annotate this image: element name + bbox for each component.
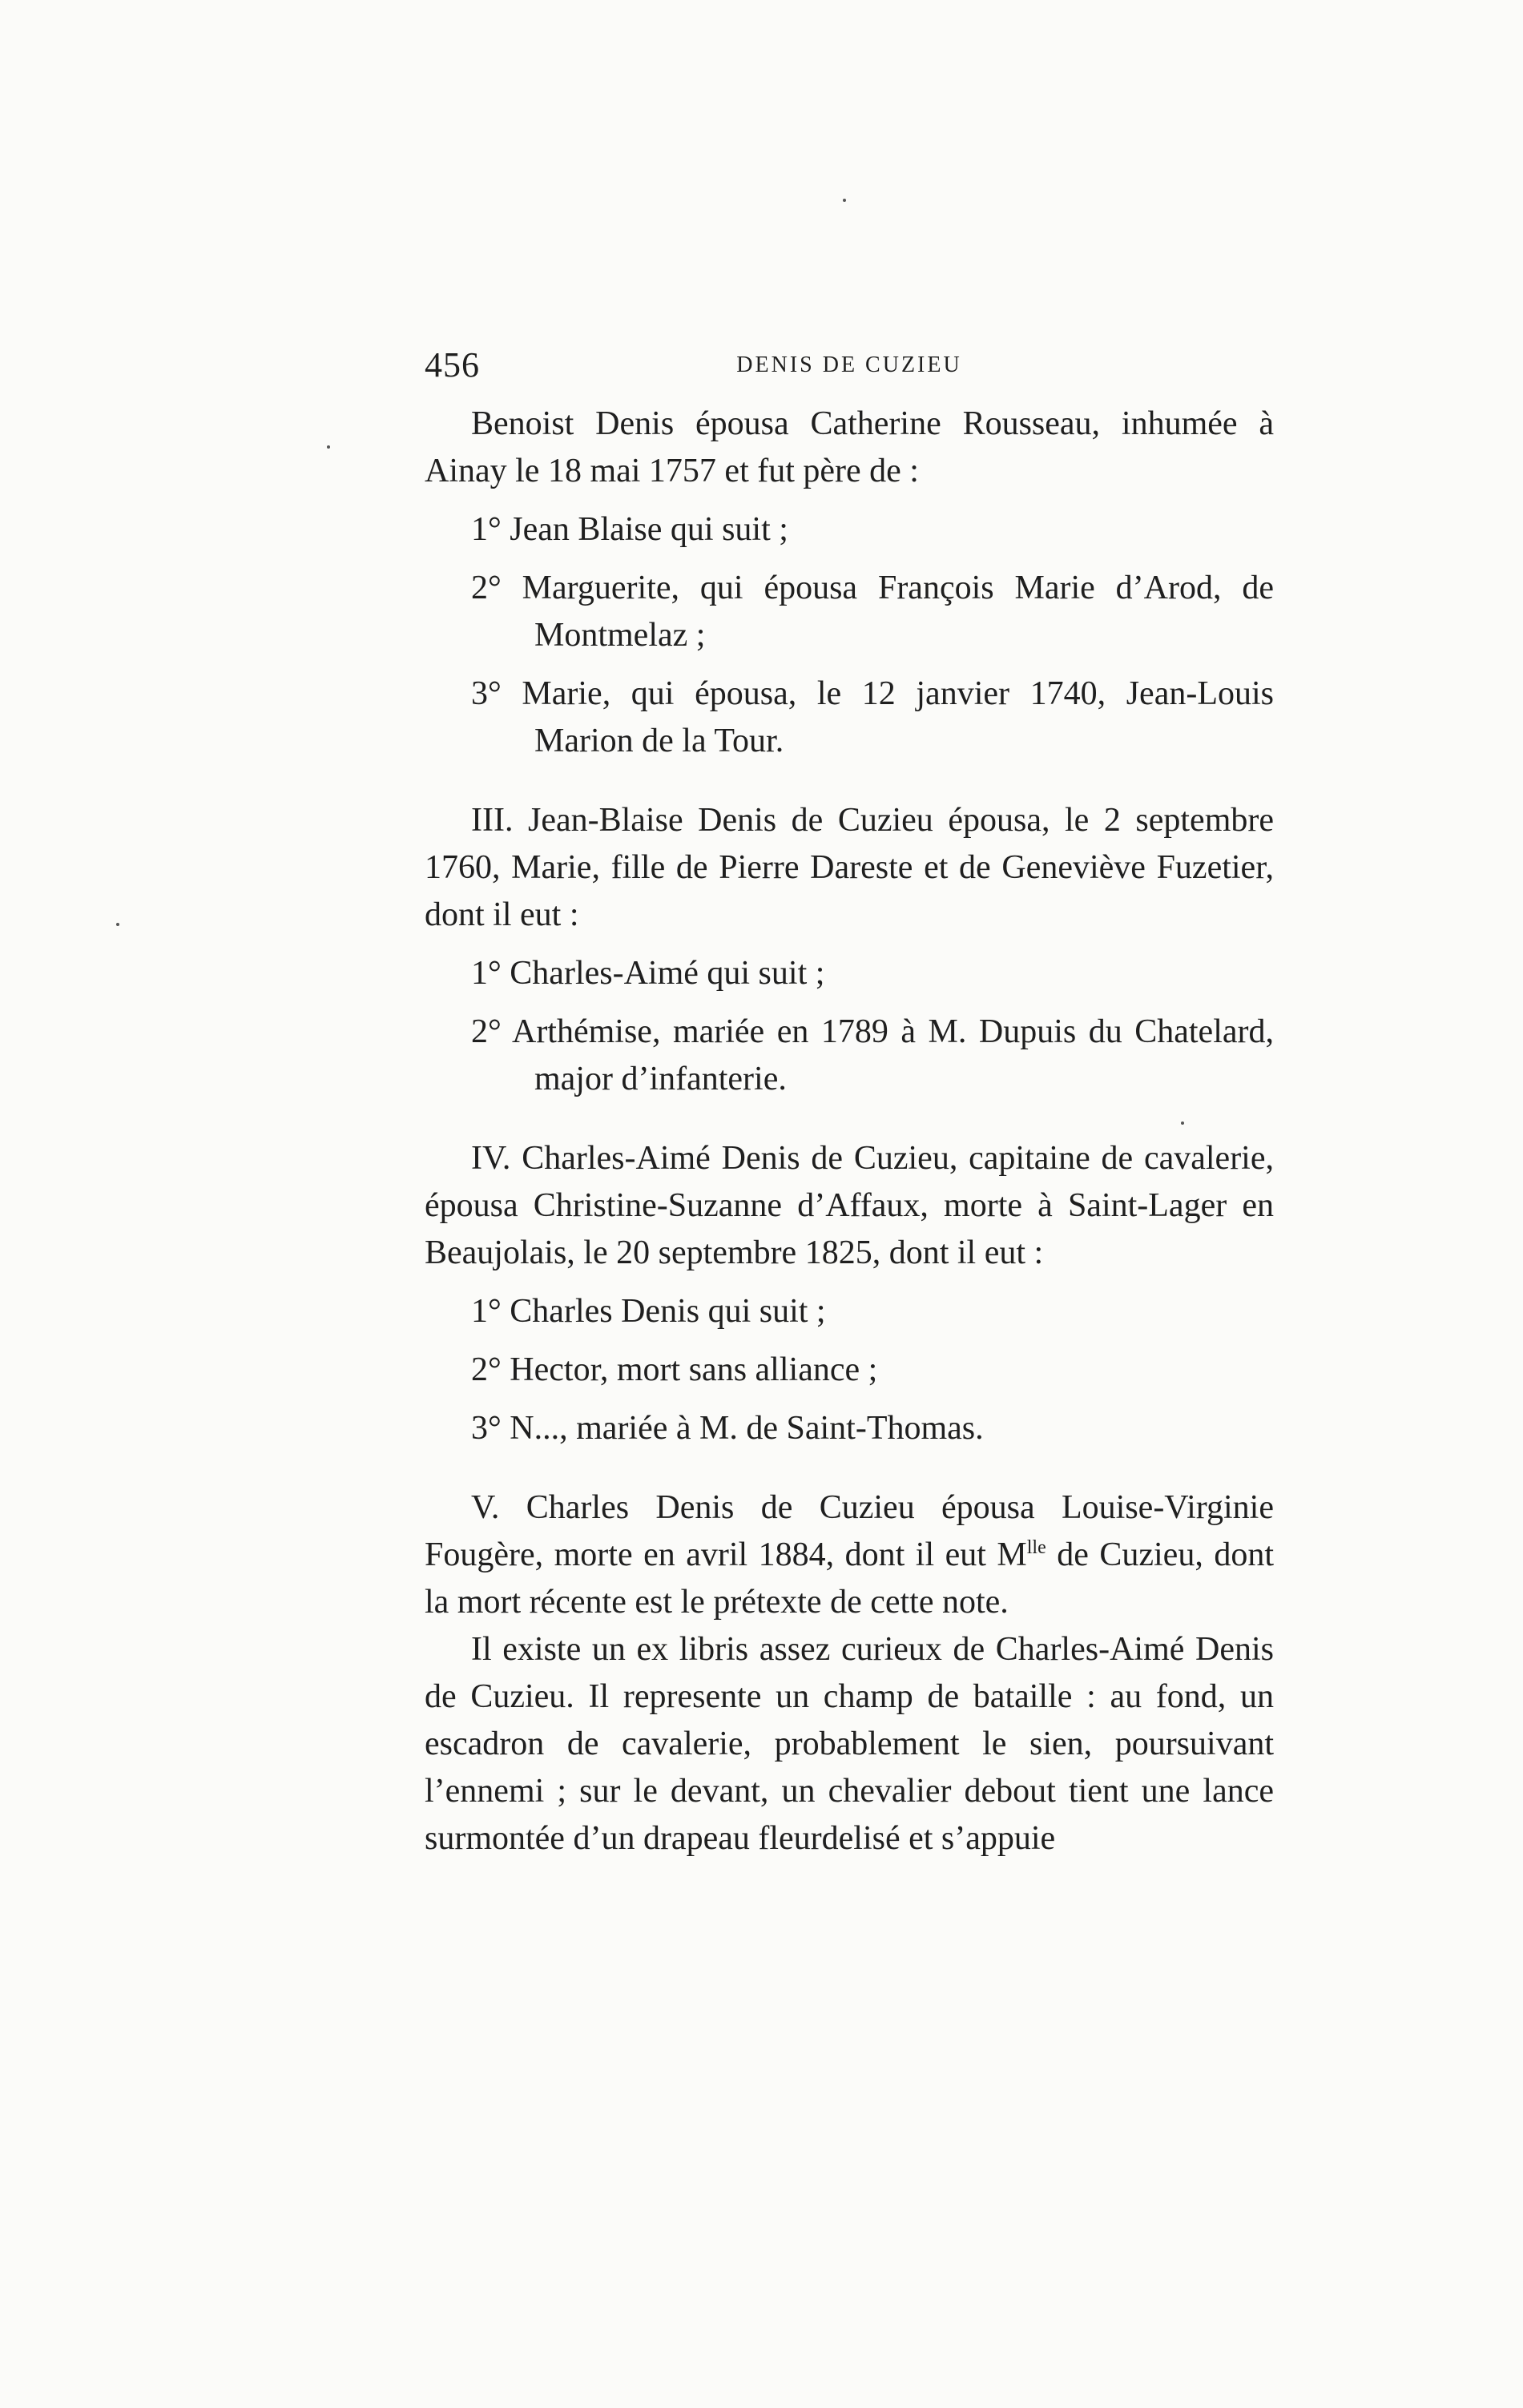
list-item: 3° Marie, qui épousa, le 12 janvier 1740, Jean-Louis Marion de la Tour. bbox=[471, 675, 1274, 759]
paragraph-text: de Cuzieu, dont la mort récente est le prétexte de cette note. bbox=[425, 1536, 1274, 1621]
list-item: 1° Jean Blaise qui suit ; bbox=[471, 511, 788, 548]
paragraph: Il existe un ex libris assez curieux de Charles-Aimé Denis de Cuzieu. Il represente un champ de bataille : au fond, un escadron de cavalerie, probablement le sien, poursuivant l’ennemi ; sur le devant, un chevalier debout tient une lance surmontée d’un drapeau fleurdelisé et s’appuie bbox=[425, 1631, 1274, 1857]
ink-speck bbox=[843, 199, 846, 202]
list-item: 3° N..., mariée à M. de Saint-Thomas. bbox=[471, 1410, 984, 1447]
ink-speck bbox=[116, 923, 119, 926]
list-item: 2° Arthémise, mariée en 1789 à M. Dupuis du Chatelard, major d’infanterie. bbox=[471, 1013, 1274, 1097]
list-item: 1° Charles Denis qui suit ; bbox=[471, 1293, 826, 1330]
page-number: 456 bbox=[425, 345, 480, 385]
paragraph-section-v bbox=[425, 1484, 1274, 1626]
paragraph-section-iii: III. Jean-Blaise Denis de Cuzieu épousa, le 2 septembre 1760, Marie, fille de Pierre Dareste et de Geneviève Fuzetier, dont il eut : bbox=[425, 802, 1274, 933]
list-item: 2° Hector, mort sans alliance ; bbox=[471, 1351, 878, 1388]
superscript: lle bbox=[1026, 1537, 1046, 1558]
running-title: DENIS DE CUZIEU bbox=[736, 352, 962, 377]
list-item: 1° Charles-Aimé qui suit ; bbox=[471, 955, 825, 992]
page-header bbox=[425, 344, 1274, 393]
ink-speck bbox=[1181, 1121, 1184, 1125]
paragraph: Benoist Denis épousa Catherine Rousseau, inhumée à Ainay le 18 mai 1757 et fut père de : bbox=[425, 405, 1274, 489]
paragraph-text: V. Charles Denis de Cuzieu épousa Louise-Virginie Fougère, morte en avril 1884, dont il eut M bbox=[425, 1489, 1274, 1573]
body-text bbox=[425, 401, 1274, 1862]
ink-speck bbox=[327, 445, 330, 449]
paragraph-section-iv: IV. Charles-Aimé Denis de Cuzieu, capitaine de cavalerie, épousa Christine-Suzanne d’Affaux, morte à Saint-Lager en Beaujolais, le 20 septembre 1825, dont il eut : bbox=[425, 1140, 1274, 1271]
list-item: 2° Marguerite, qui épousa François Marie d’Arod, de Montmelaz ; bbox=[471, 570, 1274, 654]
